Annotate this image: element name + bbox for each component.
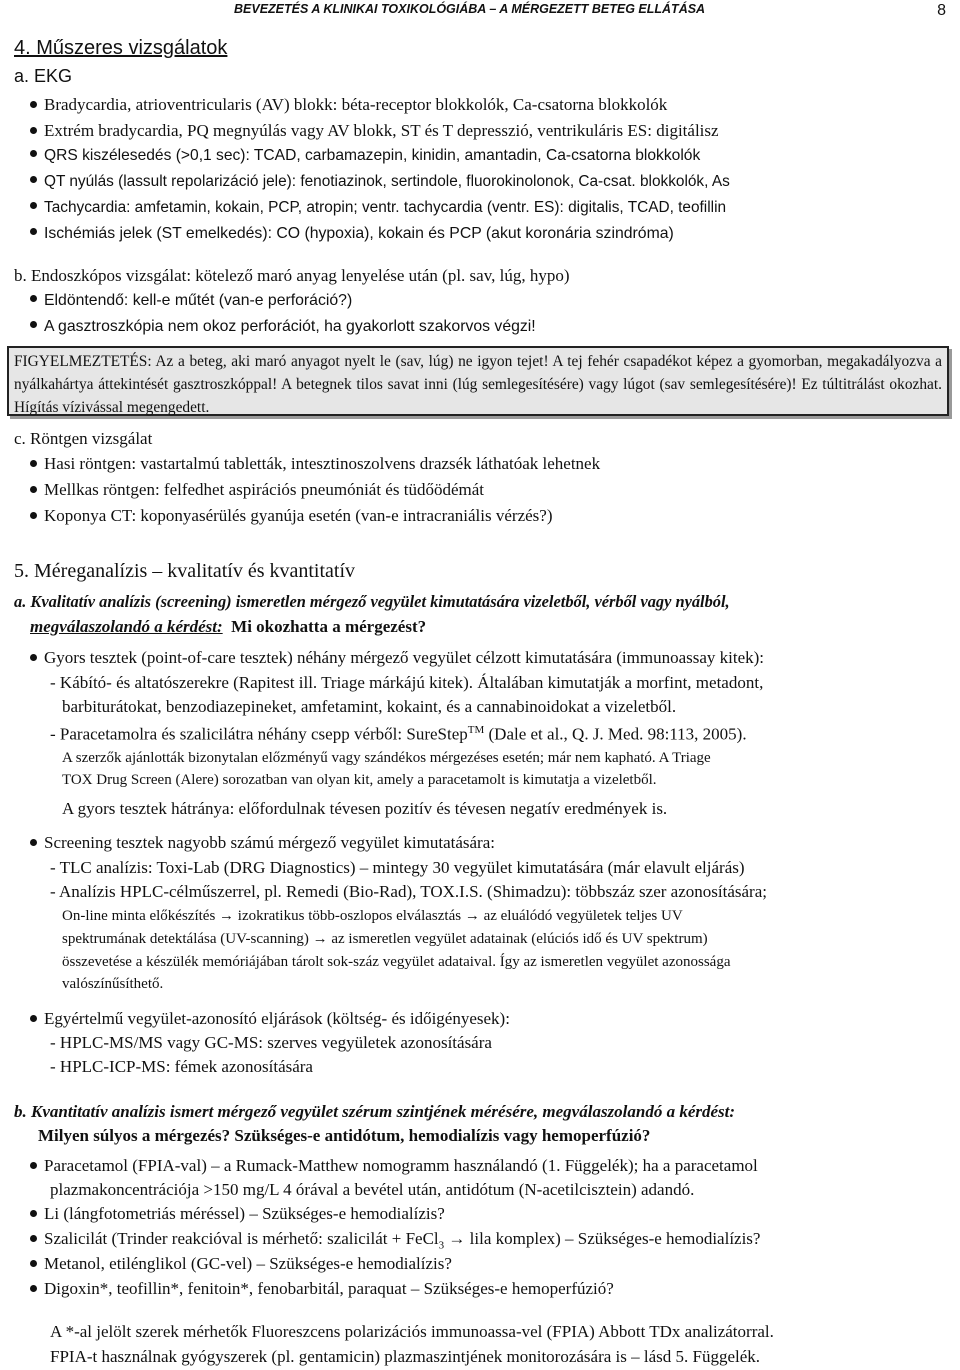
bullet-icon <box>30 295 37 302</box>
text-line: A szerzők ajánlották bizonytalan előzményű vagy szándékos mérgezéses esetén; már nem kapható. A Triage <box>62 750 711 766</box>
text-line: A gyors tesztek hátránya: előfordulnak tévesen pozitív és tévesen negatív eredmények is. <box>62 799 668 818</box>
text-line: On-line minta előkészítés → izokratikus több-oszlopos elválasztás → az eluálódó vegyületek teljes UV <box>62 908 683 924</box>
text-line: - Kábító- és altatószerekre (Rapitest ill. Triage márkájú kitek). Általában kimutatják a morfint, metadont, <box>50 673 764 692</box>
text-line: - HPLC-MS/MS vagy GC-MS: szerves vegyületek azonosítására <box>50 1033 492 1052</box>
list-item: A gasztroszkópia nem okoz perforációt, ha gyakorlott szakorvos végzi! <box>30 318 536 336</box>
bullet-icon <box>30 127 37 134</box>
quantitative-question: Milyen súlyos a mérgezés? Szükséges-e antidótum, hemodialízis vagy hemoperfúzió? <box>38 1126 651 1145</box>
text-line: - Paracetamolra és szalicilátra néhány csepp vérből: SureStep™ (Dale et al., Q. J. Med. 98:113, 2005). <box>50 724 747 744</box>
list-item: Paracetamol (FPIA-val) – a Rumack-Matthew nomogramm használandó (1. Függelék); ha a paracetamol <box>30 1156 758 1176</box>
text-line: - TLC analízis: Toxi-Lab (DRG Diagnostics) – mintegy 30 vegyület kimutatására (már elavult eljárás) <box>50 858 745 877</box>
bullet-icon <box>30 150 37 157</box>
list-item: Digoxin*, teofillin*, fenitoin*, fenobarbitál, paraquat – Szükséges-e hemoperfúzió? <box>30 1279 614 1299</box>
text-line: összevetése a készülék memóriájában tárolt sok-száz vegyület adataival. Így az ismeretlen vegyület azonossága <box>62 954 731 970</box>
list-item: Egyértelmű vegyület-azonosító eljárások (költség- és időigényesek): <box>30 1009 510 1029</box>
section-5-title: 5. Méreganalízis – kvalitatív és kvantitatív <box>14 560 356 582</box>
text-line: - Analízis HPLC-célműszerrel, pl. Remedi (Bio-Rad), TOX.I.S. (Shimadzu): többszáz szer azonosítására; <box>50 882 767 901</box>
list-item: Li (lángfotometriás méréssel) – Szükséges-e hemodialízis? <box>30 1204 445 1224</box>
text-line: barbiturátokat, benzodiazepineket, amfetamint, kokaint, és a cannabinoidokat a vizeletből. <box>62 697 677 716</box>
list-item: Bradycardia, atrioventricularis (AV) blokk: béta-receptor blokkolók, Ca-csatorna blokkolók <box>30 95 667 115</box>
list-item: Eldöntendő: kell-e műtét (van-e perforáció?) <box>30 292 352 310</box>
quantitative-heading: b. Kvantitatív analízis ismert mérgező vegyület szérum szintjének mérésére, megválaszolandó a kérdést: <box>14 1102 736 1121</box>
bullet-icon <box>30 460 37 467</box>
list-item: Metanol, etilénglikol (GC-vel) – Szükséges-e hemodialízis? <box>30 1254 452 1274</box>
bullet-icon <box>30 321 37 328</box>
bullet-icon <box>30 1162 37 1169</box>
bullet-icon <box>30 1235 37 1242</box>
bullet-icon <box>30 101 37 108</box>
text-line: - HPLC-ICP-MS: fémek azonosítására <box>50 1057 313 1076</box>
text-line: spektrumának detektálása (UV-scanning) → az ismeretlen vegyület adatainak (elúciós idő és UV spektrum) <box>62 931 708 947</box>
header-title: BEVEZETÉS A KLINIKAI TOXIKOLÓGIÁBA – A MÉRGEZETT BETEG ELLÁTÁSA <box>234 2 706 16</box>
bullet-icon <box>30 176 37 183</box>
footnote: FPIA-t használnak gyógyszerek (pl. gentamicin) plazmaszintjének monitorozására is – lásd 5. Függelék. <box>50 1347 761 1366</box>
section-4-title: 4. Műszeres vizsgálatok <box>14 37 228 59</box>
bullet-icon <box>30 202 37 209</box>
text-line: plazmakoncentrációja >150 mg/L 4 órával a bevétel után, antidótum (N-acetilcisztein) adandó. <box>50 1180 695 1199</box>
list-item: Koponya CT: koponyasérülés gyanúja esetén (van-e intracraniális vérzés?) <box>30 506 552 526</box>
qualitative-question: megválaszolandó a kérdést: Mi okozhatta a mérgezést? <box>30 617 427 636</box>
list-item: Tachycardia: amfetamin, kokain, PCP, atropin; ventr. tachycardia (ventr. ES): digitalis, TCAD, teofillin <box>30 199 726 217</box>
list-item: Extrém bradycardia, PQ megnyúlás vagy AV blokk, ST és T depresszió, ventrikuláris ES: digitálisz <box>30 121 719 141</box>
list-item: QRS kiszélesedés (>0,1 sec): TCAD, carbamazepin, kinidin, amantadin, Ca-csatorna blokkolók <box>30 147 700 165</box>
list-item: QT nyúlás (lassult repolarizáció jele): fenotiazinok, sertindole, fluorokinolonok, Ca-csat. blokkolók, As <box>30 173 730 191</box>
ekg-heading: a. EKG <box>14 66 73 86</box>
footnote: A *-al jelölt szerek mérhetők Fluoreszcens polarizációs immunoassa-vel (FPIA) Abbott TDx analizátorral. <box>50 1322 774 1341</box>
list-item: Screening tesztek nagyobb számú mérgező vegyület kimutatására: <box>30 833 495 853</box>
list-item: Gyors tesztek (point-of-care tesztek) néhány mérgező vegyület célzott kimutatására (immunoassay kitek): <box>30 648 764 668</box>
bullet-icon <box>30 1260 37 1267</box>
list-item: Szalicilát (Trinder reakcióval is mérhető: szalicilát + FeCl$_3$ → lila komplex) – Szükséges-e hemodialízis? <box>30 1229 760 1251</box>
bullet-icon <box>30 1285 37 1292</box>
bullet-icon <box>30 512 37 519</box>
bullet-icon <box>30 839 37 846</box>
endoscopy-heading: b. Endoszkópos vizsgálat: kötelező maró anyag lenyelése után (pl. sav, lúg, hypo) <box>14 266 570 285</box>
list-item: Ischémiás jelek (ST emelkedés): CO (hypoxia), kokain és PCP (akut koronária szindróma) <box>30 225 674 243</box>
list-item: Mellkas röntgen: felfedhet aspirációs pneumóniát és tüdőödémát <box>30 480 484 500</box>
page-number: 8 <box>937 2 946 19</box>
qualitative-heading: a. Kvalitatív analízis (screening) ismeretlen mérgező vegyület kimutatására vizeletből, vérből vagy nyálból, <box>14 592 730 611</box>
warning-box: FIGYELMEZTETÉS: Az a beteg, aki maró anyagot nyelt le (sav, lúg) ne igyon tejet! A tej fehér csapadékot képez a gyomorban, megakadályozva a nyálkahártya áttekintését gasztroszkóppal! A betegnek tilos savat inni (lúg semlegesítésére) vagy lúgot (sav semlegesítésére)! Ez túltitrálást okozhat. Hígítás vízivással megengedett. <box>7 346 949 416</box>
xray-heading: c. Röntgen vizsgálat <box>14 429 153 448</box>
text-line: valószínűsíthető. <box>62 976 164 992</box>
bullet-icon <box>30 654 37 661</box>
bullet-icon <box>30 228 37 235</box>
text-line: TOX Drug Screen (Alere) sorozatban van olyan kit, amely a paracetamolt is kimutatja a vizeletből. <box>62 772 657 788</box>
bullet-icon <box>30 486 37 493</box>
list-item: Hasi röntgen: vastartalmú tabletták, intesztinoszolvens drazsék láthatóak lehetnek <box>30 454 600 474</box>
bullet-icon <box>30 1210 37 1217</box>
bullet-icon <box>30 1015 37 1022</box>
